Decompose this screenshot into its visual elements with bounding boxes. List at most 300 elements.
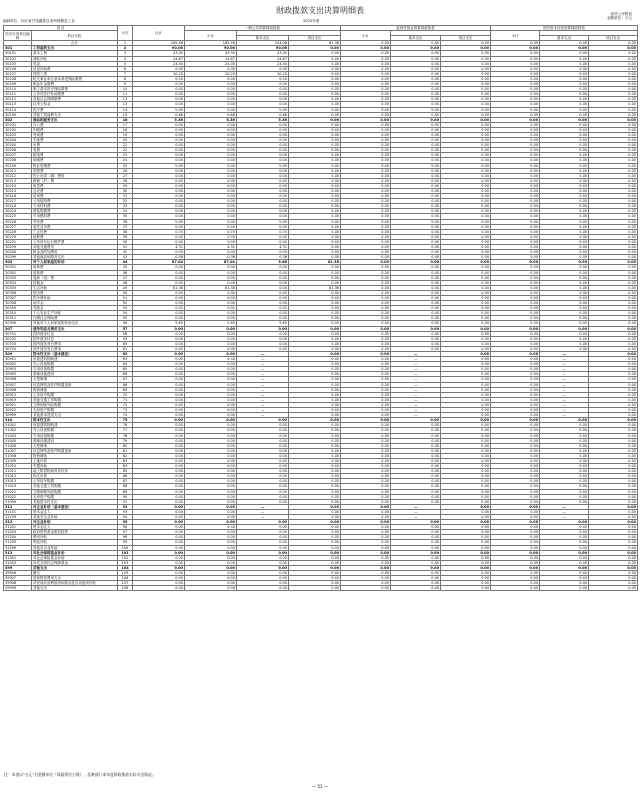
cell-row-no: 75 — [118, 418, 133, 423]
cell-amount: 0.00 — [491, 143, 540, 148]
cell-subject: 离休费 — [32, 265, 118, 270]
cell-amount: 0.00 — [289, 504, 341, 509]
cell-amount: — — [540, 408, 589, 413]
cell-amount: 0.00 — [185, 484, 237, 489]
cell-subject: 土地补偿 — [32, 458, 118, 463]
cell-amount: 0.00 — [441, 61, 491, 66]
cell-amount: 0.00 — [133, 586, 185, 591]
cell-amount: 0.70 — [185, 229, 237, 234]
cell-code: 30228 — [4, 229, 32, 234]
cell-subject: 公务用车购置 — [32, 479, 118, 484]
cell-code: 39999 — [4, 586, 32, 591]
cell-row-no: 104 — [118, 565, 133, 570]
cell-amount: 0.00 — [289, 428, 341, 433]
cell-amount: 0.00 — [441, 464, 491, 469]
cell-amount: 0.00 — [133, 352, 185, 357]
header-general-budget: 一般公共预算财政拨款 — [185, 26, 341, 31]
cell-amount: — — [540, 509, 589, 514]
cell-amount: 0.00 — [441, 214, 491, 219]
cell-amount: 0.00 — [185, 428, 237, 433]
cell-amount: 0.00 — [133, 464, 185, 469]
cell-amount: 0.00 — [237, 189, 289, 194]
cell-amount: 0.00 — [391, 76, 441, 81]
cell-amount: 0.00 — [441, 138, 491, 143]
cell-subject: 其他对企业补助 — [32, 545, 118, 550]
cell-amount: 0.00 — [289, 239, 341, 244]
cell-amount: 0.00 — [589, 255, 638, 260]
cell-amount: 0.00 — [441, 362, 491, 367]
cell-code: 310 — [4, 418, 32, 423]
cell-amount: 0.00 — [589, 382, 638, 387]
cell-amount: 81.38 — [289, 260, 341, 265]
cell-amount: 0.00 — [491, 428, 540, 433]
cell-amount: 0.68 — [133, 112, 185, 117]
cell-amount: 0.00 — [441, 199, 491, 204]
cell-amount: 0.00 — [540, 499, 589, 504]
cell-subject: 国家赔偿费用支出 — [32, 576, 118, 581]
cell-amount: 0.00 — [589, 464, 638, 469]
cell-amount: — — [540, 372, 589, 377]
cell-subject: 伙食补助费 — [32, 66, 118, 71]
cell-amount: 0.00 — [491, 138, 540, 143]
cell-amount: 0.00 — [589, 138, 638, 143]
cell-amount: 0.00 — [289, 448, 341, 453]
cell-amount: 0.00 — [185, 464, 237, 469]
cell-amount: — — [237, 387, 289, 392]
cell-amount: 0.00 — [540, 219, 589, 224]
cell-amount: 0.00 — [540, 234, 589, 239]
cell-amount: 0.00 — [133, 367, 185, 372]
cell-subject: 文物和陈列品购置 — [32, 489, 118, 494]
cell-amount: 0.00 — [540, 418, 589, 423]
cell-amount: 0.00 — [441, 290, 491, 295]
cell-amount: 0.00 — [185, 168, 237, 173]
cell-row-no: 17 — [118, 122, 133, 127]
cell-amount: 0.00 — [185, 331, 237, 336]
cell-amount: 24.00 — [185, 61, 237, 66]
cell-amount: 0.00 — [341, 530, 391, 535]
cell-amount: 0.00 — [540, 61, 589, 66]
cell-amount: 0.00 — [391, 229, 441, 234]
cell-amount: — — [237, 392, 289, 397]
cell-row-no: 99 — [118, 540, 133, 545]
cell-amount: 0.00 — [133, 372, 185, 377]
cell-amount: 0.00 — [589, 92, 638, 97]
cell-amount: 0.00 — [289, 423, 341, 428]
cell-amount: 0.00 — [341, 66, 391, 71]
cell-amount: 0.00 — [589, 565, 638, 570]
cell-amount: 0.00 — [491, 479, 540, 484]
cell-amount: 0.00 — [185, 127, 237, 132]
cell-amount: 0.00 — [289, 61, 341, 66]
cell-code: 31010 — [4, 464, 32, 469]
cell-amount: 10.20 — [237, 71, 289, 76]
cell-amount: 0.00 — [185, 550, 237, 555]
cell-amount: 0.00 — [237, 280, 289, 285]
cell-amount: 14.87 — [185, 56, 237, 61]
cell-amount: 0.00 — [341, 285, 391, 290]
cell-amount: 0.00 — [237, 97, 289, 102]
cell-row-no: 91 — [118, 499, 133, 504]
cell-amount: 0.00 — [133, 362, 185, 367]
cell-amount: 0.00 — [391, 306, 441, 311]
cell-code: 31001 — [4, 423, 32, 428]
cell-code: 31009 — [4, 458, 32, 463]
cell-amount: 0.00 — [391, 311, 441, 316]
cell-amount: 0.00 — [237, 209, 289, 214]
cell-amount: — — [540, 377, 589, 382]
cell-amount: 0.00 — [341, 102, 391, 107]
cell-amount: 0.00 — [391, 173, 441, 178]
cell-code: 30299 — [4, 255, 32, 260]
cell-amount: 0.00 — [237, 484, 289, 489]
cell-code: 30306 — [4, 290, 32, 295]
cell-amount: 0.00 — [589, 352, 638, 357]
cell-amount: 0.00 — [589, 214, 638, 219]
cell-amount: 0.00 — [441, 504, 491, 509]
cell-amount: 0.00 — [289, 565, 341, 570]
cell-amount: 0.00 — [185, 372, 237, 377]
cell-amount: — — [391, 408, 441, 413]
cell-amount: — — [391, 509, 441, 514]
cell-amount: 0.00 — [491, 92, 540, 97]
cell-amount: 0.00 — [589, 102, 638, 107]
cell-amount: 0.00 — [491, 576, 540, 581]
cell-row-no: 3 — [118, 51, 133, 56]
cell-amount: 0.00 — [133, 173, 185, 178]
cell-amount: 0.00 — [491, 306, 540, 311]
cell-amount: 0.00 — [289, 438, 341, 443]
cell-amount: 0.00 — [441, 352, 491, 357]
cell-amount: 0.00 — [491, 102, 540, 107]
cell-amount: 0.00 — [391, 209, 441, 214]
cell-code: 30906 — [4, 377, 32, 382]
cell-code: 30106 — [4, 66, 32, 71]
cell-amount: 0.00 — [391, 290, 441, 295]
cell-row-no: 15 — [118, 112, 133, 117]
cell-subject: 委托业务费 — [32, 224, 118, 229]
cell-code: 30919 — [4, 397, 32, 402]
cell-amount: 0.00 — [391, 443, 441, 448]
cell-subject: 住房公积金 — [32, 102, 118, 107]
cell-amount: 0.00 — [289, 418, 341, 423]
cell-amount: 0.00 — [540, 102, 589, 107]
cell-amount: 0.00 — [289, 229, 341, 234]
cell-subject: 其他基本建设支出 — [32, 413, 118, 418]
cell-amount: 0.00 — [289, 433, 341, 438]
cell-amount: 0.00 — [341, 204, 391, 209]
cell-amount: 0.00 — [289, 270, 341, 275]
cell-amount: — — [540, 382, 589, 387]
cell-amount: 0.00 — [185, 469, 237, 474]
table-row — [4, 586, 638, 591]
cell-amount: 0.00 — [289, 51, 341, 56]
cell-amount: 0.00 — [589, 438, 638, 443]
cell-amount: 0.00 — [441, 479, 491, 484]
cell-amount: 0.00 — [441, 301, 491, 306]
cell-subject: 利息补贴 — [32, 540, 118, 545]
cell-amount: 0.00 — [341, 428, 391, 433]
cell-amount: 0.00 — [133, 555, 185, 560]
cell-amount: 0.00 — [289, 306, 341, 311]
cell-amount: 0.00 — [589, 46, 638, 51]
cell-amount: 0.00 — [237, 438, 289, 443]
cell-row-no: 33 — [118, 204, 133, 209]
cell-subject: 房屋建筑物购建 — [32, 357, 118, 362]
cell-code: 30913 — [4, 392, 32, 397]
cell-amount: 0.00 — [391, 560, 441, 565]
cell-amount: 0.00 — [540, 458, 589, 463]
cell-amount: 0.00 — [589, 265, 638, 270]
cell-row-no: 57 — [118, 326, 133, 331]
cell-code: 30207 — [4, 153, 32, 158]
cell-amount: 0.00 — [441, 392, 491, 397]
cell-amount: 0.00 — [391, 565, 441, 570]
cell-code: 30206 — [4, 148, 32, 153]
cell-row-no: 69 — [118, 387, 133, 392]
cell-amount: 0.00 — [391, 87, 441, 92]
cell-amount: 0.00 — [540, 576, 589, 581]
cell-amount: 0.00 — [540, 479, 589, 484]
cell-amount: 0.00 — [540, 270, 589, 275]
cell-amount: 0.00 — [540, 571, 589, 576]
cell-amount: 0.00 — [237, 433, 289, 438]
cell-amount: 0.00 — [185, 341, 237, 346]
cell-amount: 0.00 — [237, 479, 289, 484]
cell-amount: 0.00 — [491, 581, 540, 586]
cell-amount: 0.00 — [289, 132, 341, 137]
cell-amount: 0.00 — [185, 453, 237, 458]
header-econ-code: 经济分类科目编码 — [5, 31, 30, 40]
cell-subject: 电费 — [32, 148, 118, 153]
cell-row-no: 45 — [118, 265, 133, 270]
cell-subject: 基础设施建设 — [32, 372, 118, 377]
cell-amount: 0.00 — [133, 520, 185, 525]
cell-amount: 0.00 — [133, 158, 185, 163]
cell-amount: 0.00 — [341, 61, 391, 66]
cell-amount: 0.36 — [185, 255, 237, 260]
cell-amount: 0.00 — [133, 530, 185, 535]
cell-amount: 0.00 — [491, 382, 540, 387]
cell-amount: 0.00 — [133, 265, 185, 270]
cell-amount: 0.00 — [491, 494, 540, 499]
cell-amount: 0.00 — [341, 41, 391, 46]
cell-amount: 0.00 — [491, 515, 540, 520]
cell-amount: 0.00 — [185, 189, 237, 194]
cell-amount: 0.00 — [391, 56, 441, 61]
cell-subject: 对社会保障基金补助 — [32, 550, 118, 555]
cell-amount: 0.00 — [237, 102, 289, 107]
cell-subject: 物业管理费 — [32, 163, 118, 168]
cell-code: 30199 — [4, 112, 32, 117]
cell-amount: 0.00 — [491, 255, 540, 260]
cell-amount: 0.00 — [185, 250, 237, 255]
cell-amount: 0.00 — [491, 408, 540, 413]
cell-amount: 0.00 — [491, 535, 540, 540]
cell-amount: 0.00 — [341, 234, 391, 239]
cell-amount: 0.00 — [289, 158, 341, 163]
cell-amount: 0.00 — [289, 76, 341, 81]
cell-amount: 0.00 — [589, 87, 638, 92]
cell-amount: 0.00 — [341, 56, 391, 61]
cell-amount: 0.00 — [441, 260, 491, 265]
footnote: 注：本表以"万元"为金额单位（保留两位小数），反映部门本年度财政拨款实际支出情况。 — [4, 772, 156, 777]
cell-amount: 185.46 — [185, 41, 237, 46]
cell-row-no: 9 — [118, 82, 133, 87]
cell-amount: 0.00 — [289, 214, 341, 219]
cell-amount: 0.00 — [441, 71, 491, 76]
cell-amount: 0.00 — [289, 372, 341, 377]
cell-amount: 0.00 — [491, 489, 540, 494]
cell-amount: 0.00 — [391, 71, 441, 76]
cell-amount: 0.00 — [589, 76, 638, 81]
cell-row-no: 27 — [118, 173, 133, 178]
cell-subject: 费用补贴 — [32, 535, 118, 540]
cell-amount: 0.00 — [540, 178, 589, 183]
cell-subject: 取暖费 — [32, 158, 118, 163]
cell-amount: 0.00 — [133, 214, 185, 219]
cell-subject: 抚恤金 — [32, 280, 118, 285]
cell-subject: 职业年金缴费 — [32, 82, 118, 87]
cell-subject: 资本金注入 — [32, 509, 118, 514]
cell-amount: 0.00 — [133, 433, 185, 438]
cell-amount: 0.00 — [391, 239, 441, 244]
cell-amount: 0.00 — [289, 326, 341, 331]
cell-amount: — — [237, 397, 289, 402]
cell-row-no: 35 — [118, 214, 133, 219]
cell-amount: 0.00 — [237, 92, 289, 97]
cell-row-no: 43 — [118, 255, 133, 260]
cell-code: 30303 — [4, 275, 32, 280]
cell-amount: 0.00 — [391, 586, 441, 591]
cell-amount: 0.00 — [341, 260, 391, 265]
cell-amount: 0.00 — [540, 306, 589, 311]
cell-amount: 0.00 — [237, 535, 289, 540]
cell-amount: 0.00 — [289, 224, 341, 229]
cell-subject: 大型修缮 — [32, 443, 118, 448]
cell-amount: 0.00 — [237, 138, 289, 143]
cell-row-no: 1 — [118, 41, 133, 46]
cell-amount: 0.00 — [441, 428, 491, 433]
cell-amount: 0.00 — [589, 397, 638, 402]
cell-amount: 0.00 — [341, 387, 391, 392]
cell-amount: 5.65 — [133, 321, 185, 326]
cell-amount: 0.00 — [341, 71, 391, 76]
cell-code: 31303 — [4, 560, 32, 565]
cell-amount: 0.00 — [341, 336, 391, 341]
cell-amount: 0.00 — [589, 189, 638, 194]
cell-subject: 对个人和家庭的补助 — [32, 260, 118, 265]
cell-amount: 0.00 — [185, 581, 237, 586]
cell-amount: 0.00 — [441, 453, 491, 458]
cell-amount: 0.00 — [540, 168, 589, 173]
cell-amount: 0.00 — [491, 178, 540, 183]
cell-amount: 0.00 — [540, 525, 589, 530]
cell-row-no: 32 — [118, 199, 133, 204]
cell-amount: 0.00 — [589, 311, 638, 316]
cell-amount: 0.00 — [341, 306, 391, 311]
cell-amount: 0.00 — [491, 499, 540, 504]
cell-amount: 0.00 — [540, 326, 589, 331]
cell-amount: 0.00 — [491, 530, 540, 535]
cell-amount: 0.00 — [491, 367, 540, 372]
cell-amount: 0.00 — [391, 346, 441, 351]
cell-row-no: 42 — [118, 250, 133, 255]
cell-amount: 0.00 — [133, 382, 185, 387]
cell-amount: 0.00 — [185, 402, 237, 407]
cell-amount: 43.30 — [133, 51, 185, 56]
header-g1-subtotal: 小计 — [185, 31, 237, 41]
cell-amount: 0.00 — [341, 270, 391, 275]
table-body — [4, 41, 638, 591]
cell-row-no: 24 — [118, 158, 133, 163]
cell-amount: 0.00 — [589, 448, 638, 453]
cell-amount: 0.00 — [441, 102, 491, 107]
cell-amount: 0.00 — [185, 132, 237, 137]
cell-row-no: 105 — [118, 571, 133, 576]
cell-amount: 0.00 — [491, 87, 540, 92]
cell-amount: 0.00 — [341, 194, 391, 199]
cell-amount: 0.00 — [491, 265, 540, 270]
cell-amount: 0.00 — [391, 280, 441, 285]
cell-amount: 0.00 — [589, 443, 638, 448]
cell-row-no: 84 — [118, 464, 133, 469]
cell-row-no: 25 — [118, 163, 133, 168]
cell-amount: 0.00 — [289, 173, 341, 178]
cell-code: 30215 — [4, 189, 32, 194]
cell-amount: 0.00 — [589, 474, 638, 479]
cell-amount: 0.00 — [237, 290, 289, 295]
cell-amount: 0.00 — [491, 270, 540, 275]
cell-row-no: 39 — [118, 234, 133, 239]
cell-amount: 0.00 — [391, 204, 441, 209]
cell-subject: 公务用车运行维护费 — [32, 239, 118, 244]
cell-amount: 0.00 — [341, 341, 391, 346]
cell-amount: 0.00 — [237, 122, 289, 127]
cell-amount: 5.36 — [133, 117, 185, 122]
cell-subject: 被装购置费 — [32, 209, 118, 214]
cell-row-no: 10 — [118, 87, 133, 92]
cell-amount: 5.66 — [237, 260, 289, 265]
cell-row-no: 93 — [118, 509, 133, 514]
cell-amount: 0.00 — [237, 586, 289, 591]
cell-code: 31007 — [4, 448, 32, 453]
form-id — [607, 12, 632, 21]
cell-amount: 0.00 — [391, 316, 441, 321]
cell-amount: 0.00 — [540, 448, 589, 453]
cell-subject: 对社会保险基金补助 — [32, 555, 118, 560]
cell-amount: 0.00 — [589, 275, 638, 280]
cell-amount: — — [391, 392, 441, 397]
cell-amount: 0.00 — [133, 275, 185, 280]
cell-amount: 0.00 — [289, 280, 341, 285]
cell-amount: 0.00 — [341, 127, 391, 132]
cell-amount: 0.00 — [589, 545, 638, 550]
cell-amount: 0.00 — [491, 321, 540, 326]
cell-amount: 0.00 — [133, 469, 185, 474]
cell-row-no: 65 — [118, 367, 133, 372]
cell-amount: 0.00 — [289, 402, 341, 407]
cell-amount: 0.00 — [133, 576, 185, 581]
cell-row-no: 95 — [118, 520, 133, 525]
cell-amount: 0.00 — [185, 520, 237, 525]
cell-subject: 津贴补贴 — [32, 56, 118, 61]
cell-amount: 0.00 — [441, 387, 491, 392]
cell-amount: 0.00 — [540, 250, 589, 255]
cell-amount: 0.00 — [491, 285, 540, 290]
cell-code: 30224 — [4, 209, 32, 214]
cell-amount: 0.00 — [391, 428, 441, 433]
